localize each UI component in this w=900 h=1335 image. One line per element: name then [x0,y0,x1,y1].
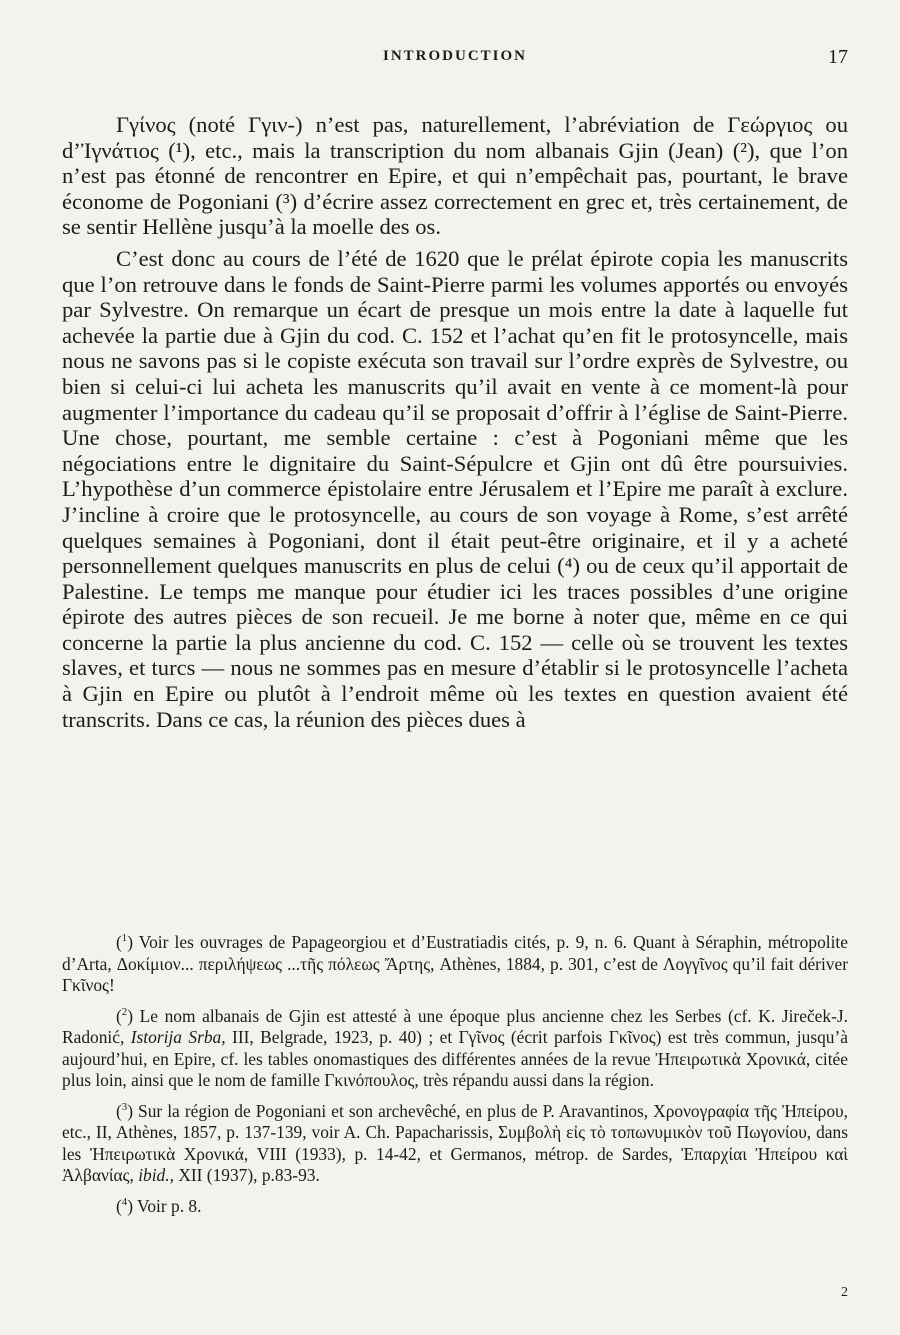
footnote-2-marker: 2 [121,1005,128,1018]
running-title: INTRODUCTION [382,48,527,64]
footnote-3-marker: 3 [121,1100,128,1113]
page-number: 17 [828,46,848,68]
footnote-2-text-after-italic: III, Belgrade, 1923, p. 40) ; et Γγῖνος (écrit parfois Γκῖνος) est très commun, jusqu’à aujourd’hui, en Epire, cf. les tables onomastiques des différentes années de la revue Ἠπειρωτικὰ Χρονικά, citée plus loin, ainsi que le nom de famille Γκινόπουλος, très répandu aussi dans la région. [62,1027,848,1090]
footnote-1-text: Voir les ouvrages de Papageorgiou et d’Eustratiadis cités, p. 9, n. 6. Quant à Séraphin, métropolite d’Arta, Δοκίμιον... περιλήψεως ...τῆς πόλεως Ἄρτης, Athènes, 1884, p. 301, c’est de Λογγῖνος qu’il fait dériver Γκῖνος! [62,932,848,995]
footnote-1: ($^1$) Voir les ouvrages de Papageorgiou et d’Eustratiadis cités, p. 9, n. 6. Quant à Séraphin, métropolite d’Arta, Δοκίμιον... περιλήψεως ...τῆς πόλεως Ἄρτης, Athènes, 1884, p. 301, c’est de Λογγῖνος qu’il fait dériver Γκῖνος! [62,932,848,995]
footnote-4: ($^4$) Voir p. 8. [116,1195,202,1216]
footnote-2: ($^2$) Le nom albanais de Gjin est attesté à une époque plus ancienne chez les Serbes (cf. K. Jireček-J. Radonić, Istorija Srba, III, Belgrade, 1923, p. 40) ; et Γγῖνος (écrit parfois Γκῖνος) est très commun, jusqu’à aujourd’hui, en Epire, cf. les tables onomastiques des différentes années de la revue Ἠπειρωτικὰ Χρονικά, citée plus loin, ainsi que le nom de famille Γκινόπουλος, très répandu aussi dans la région. [62,1005,848,1090]
main-text [62,112,848,732]
footnote-4-marker: 4 [121,1195,128,1208]
footnote-3-text-after-italic: XII (1937), p.83-93. [178,1165,320,1185]
footnote-3: ($^3$) Sur la région de Pogoniani et son archevêché, en plus de P. Aravantinos, Χρονογραφία τῆς Ἠπείρου, etc., II, Athènes, 1857, p. 137-139, voir A. Ch. Papacharissis, Συμβολὴ εἰς τὸ τοπωνυμικὸν τοῦ Πωγονίου, dans les Ἠπειρωτικὰ Χρονικά, VIII (1933), p. 14-42, et Germanos, métrop. de Sardes, Ἐπαρχίαι Ἠπείρου καὶ Ἀλβανίας, ibid., XII (1937), p.83-93. [62,1100,849,1185]
footnote-3-text-before-italic: Sur la région de Pogoniani et son archevêché, en plus de P. Aravantinos, Χρονογραφία τῆς Ἠπείρου, etc., II, Athènes, 1857, p. 137-139, voir A. Ch. Papacharissis, Συμβολὴ εἰς τὸ τοπωνυμικὸν τοῦ Πωγονίου, dans les Ἠπειρωτικὰ Χρονικά, VIII (1933), p. 14-42, et Germanos, métrop. de Sardes, Ἐπαρχίαι Ἠπείρου καὶ Ἀλβανίας, [62,1100,849,1185]
footnotes [62,932,848,1226]
footnote-1-marker: 1 [121,932,128,945]
paragraph-1: Γγίνος (noté Γγιν-) n’est pas, naturellement, l’abréviation de Γεώργιος ou d’Ἰγνάτιος (¹), etc., mais la transcription du nom albanais Gjin (Jean) (²), que l’on n’est pas étonné de rencontrer en Epire, et qui n’empêchait pas, pourtant, le brave économe de Pogoniani (³) d’écrire assez correctement en grec et, très certainement, de se sentir Hellène jusqu’à la moelle des os. [62,112,848,240]
running-head [62,48,848,72]
footnote-2-text-before-italic: Le nom albanais de Gjin est attesté à une époque plus ancienne chez les Serbes (cf. K. Jireček-J. Radonić, [62,1005,848,1047]
footnote-2-italic-title: Istorija Srba, [130,1027,226,1047]
footnote-3-italic-ibid: ibid., [138,1165,174,1185]
footnote-4-text: Voir p. 8. [137,1195,202,1216]
paragraph-2: C’est donc au cours de l’été de 1620 que le prélat épirote copia les manuscrits que l’on retrouve dans le fonds de Saint-Pierre parmi les volumes apportés ou envoyés par Sylvestre. On remarque un écart de presque un mois entre la date à laquelle fut achevée la partie due à Gjin du cod. C. 152 et l’achat qu’en fit le protosyncelle, mais nous ne savons pas si le copiste exécuta son travail sur l’ordre exprès de Sylvestre, ou bien si celui-ci lui acheta les manuscrits qu’il avait en vente à ce moment-là pour augmenter l’importance du cadeau qu’il se proposait d’offrir à l’église de Saint-Pierre. Une chose, pourtant, me semble certaine : c’est à Pogoniani même que les négociations entre le dignitaire du Saint-Sépulcre et Gjin ont dû être poursuivies. L’hypothèse d’un commerce épistolaire entre Jérusalem et l’Epire me paraît à exclure. J’incline à croire que le protosyncelle, au cours de son voyage à Rome, s’est arrêté quelques semaines à Pogoniani, dont il était peut-être originaire, et il y a acheté personnellement quelques manuscrits en plus de celui (⁴) ou de ceux qu’il apportait de Palestine. Le temps me manque pour étudier ici les traces possibles d’une origine épirote des autres pièces de son recueil. Je me borne à noter que, même en ce qui concerne la partie la plus ancienne du cod. C. 152 — celle où se trouvent les textes slaves, et turcs — nous ne sommes pas en mesure d’établir si le protosyncelle l’acheta à Gjin en Epire ou plutôt à l’endroit même où les textes en question avaient été transcrits. Dans ce cas, la réunion des pièces dues à [62,245,848,732]
signature-number: 2 [841,1285,848,1300]
